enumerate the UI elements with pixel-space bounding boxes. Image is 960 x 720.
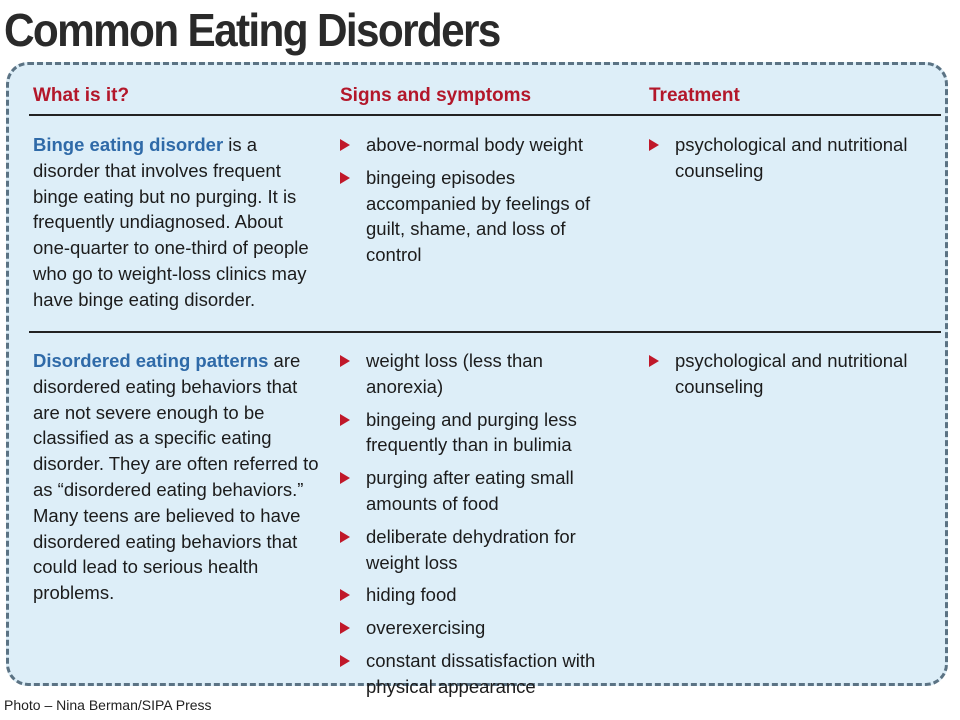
list-item: psychological and nutritional counseling	[649, 348, 909, 400]
term-binge-eating-disorder: Binge eating disorder	[33, 134, 224, 155]
description-text: are disordered eating behaviors that are not severe enough to be classified as a specific eating disorder. They are often referred to as “disordered eating behaviors.” Many teens are believed to have disordered eating behaviors that could lead to serious health problems.	[33, 350, 319, 604]
row-binge-eating-description	[33, 132, 323, 313]
bullet-triangle-icon	[340, 531, 350, 543]
list-item: constant dissatisfaction with physical appearance	[340, 648, 625, 700]
row-disordered-eating-description	[33, 348, 323, 606]
list-item: overexercising	[340, 615, 625, 641]
list-item: weight loss (less than anorexia)	[340, 348, 625, 400]
column-header-what-is-it: What is it?	[33, 85, 130, 106]
row-binge-eating-signs	[340, 132, 625, 275]
term-disordered-eating-patterns: Disordered eating patterns	[33, 350, 269, 371]
list-item: above-normal body weight	[340, 132, 625, 158]
photo-credit: Photo – Nina Berman/SIPA Press	[4, 697, 212, 713]
list-item: bingeing episodes accompanied by feelings of guilt, shame, and loss of control	[340, 165, 625, 268]
row-disordered-eating-signs	[340, 348, 625, 707]
row-disordered-eating-treatment	[649, 348, 909, 407]
bullet-triangle-icon	[340, 655, 350, 667]
header-divider	[29, 114, 941, 116]
list-item: deliberate dehydration for weight loss	[340, 524, 625, 576]
eating-disorders-table-panel	[6, 62, 948, 697]
row-divider	[29, 331, 941, 333]
list-item: hiding food	[340, 582, 625, 608]
page-title: Common Eating Disorders	[4, 4, 500, 56]
column-header-signs-and-symptoms: Signs and symptoms	[340, 85, 532, 106]
bullet-triangle-icon	[340, 172, 350, 184]
bullet-triangle-icon	[340, 139, 350, 151]
list-item: purging after eating small amounts of food	[340, 465, 625, 517]
list-item: bingeing and purging less frequently than in bulimia	[340, 407, 625, 459]
bullet-triangle-icon	[340, 414, 350, 426]
column-header-treatment: Treatment	[649, 85, 740, 106]
list-item: psychological and nutritional counseling	[649, 132, 909, 184]
description-text: is a disorder that involves frequent binge eating but no purging. It is frequently undiagnosed. About one-quarter to one-third of people who go to weight-loss clinics may have binge eating disorder.	[33, 134, 309, 310]
bullet-triangle-icon	[649, 355, 659, 367]
bullet-triangle-icon	[340, 355, 350, 367]
row-binge-eating-treatment	[649, 132, 909, 191]
bullet-triangle-icon	[340, 589, 350, 601]
bullet-triangle-icon	[340, 472, 350, 484]
bullet-triangle-icon	[340, 622, 350, 634]
bullet-triangle-icon	[649, 139, 659, 151]
